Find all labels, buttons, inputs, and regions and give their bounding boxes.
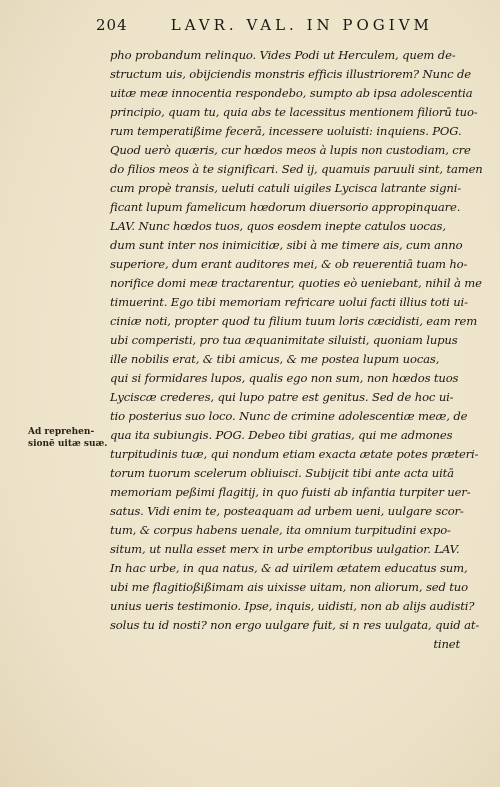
margin-note-line: sionē uitæ suæ. (28, 439, 108, 449)
text-line: superiore, dum erant auditores mei, & ob reuerentiā tuam ho- (110, 257, 468, 271)
text-line: uitæ meæ innocentia respondebo, sumpto ab ipsa adolescentia (110, 86, 473, 100)
text-line: turpitudinis tuæ, qui nondum etiam exacta ætate potes præteri- (110, 447, 479, 461)
text-line: principio, quam tu, quia abs te lacessitus mentionem filiorū tuo- (110, 105, 478, 119)
text-line: norifice domi meæ tractarentur, quoties eò ueniebant, nihil à me (110, 276, 482, 290)
text-line: In hac urbe, in qua natus, & ad uirilem ætatem educatus sum, (110, 561, 468, 575)
body-text (110, 46, 483, 654)
page-number: 204 (96, 16, 128, 34)
text-line: timuerint. Ego tibi memoriam refricare uolui facti illius toti ui- (110, 295, 468, 309)
text-line: LAV. Nunc hœdos tuos, quos eosdem inepte catulos uocas, (110, 219, 446, 233)
text-line: memoriam peßimi flagitij, in quo fuisti ab infantia turpiter uer- (110, 485, 471, 499)
text-line: Quod uerò quæris, cur hœdos meos à lupis non custodiam, cre (110, 143, 471, 157)
text-line: qui si formidares lupos, qualis ego non sum, non hœdos tuos (110, 371, 459, 385)
text-line: ficant lupum famelicum hœdorum diuersorio appropinquare. (110, 200, 461, 214)
catchword: tinet (433, 637, 460, 651)
text-line: ciniæ noti, propter quod tu filium tuum loris cæcidisti, eam rem (110, 314, 478, 328)
text-line: Lyciscæ crederes, qui lupo patre est genitus. Sed de hoc ui- (110, 390, 454, 404)
text-line: dum sunt inter nos inimicitiæ, sibi à me timere ais, cum anno (110, 238, 463, 252)
text-line: solus tu id nosti? non ergo uulgare fuit, si n res uulgata, quid at- (110, 618, 480, 632)
text-line: ille nobilis erat, & tibi amicus, & me postea lupum uocas, (110, 352, 440, 366)
text-line: ubi comperisti, pro tua æquanimitate siluisti, quoniam lupus (110, 333, 458, 347)
text-line: rum temperatißime fecerā, incessere uoluisti: inquiens. POG. (110, 124, 462, 138)
margin-note-line: Ad reprehen- (28, 427, 95, 437)
page-header (96, 16, 464, 34)
margin-note (28, 426, 106, 450)
text-line: satus. Vidi enim te, posteaquam ad urbem ueni, uulgare scor- (110, 504, 464, 518)
text-line: situm, ut nulla esset merx in urbe emptoribus uulgatior. LAV. (110, 542, 460, 556)
text-line: torum tuorum scelerum obliuisci. Subijcit tibi ante acta uitā (110, 466, 454, 480)
running-head: LAVR. VAL. IN POGIVM (170, 16, 433, 34)
text-line: structum uis, obijciendis monstris efficis illustriorem? Nunc de (110, 67, 471, 81)
text-line: tum, & corpus habens uenale, ita omnium turpitudini expo- (110, 523, 451, 537)
text-line: qua ita subiungis. POG. Debeo tibi gratias, qui me admones (110, 428, 453, 442)
text-line: unius ueris testimonio. Ipse, inquis, uidisti, non ab alijs audisti? (110, 599, 475, 613)
text-line: pho probandum relinquo. Vides Podi ut Herculem, quem de- (110, 48, 456, 62)
text-line: do filios meos à te significari. Sed ij, quamuis paruuli sint, tamen (110, 162, 483, 176)
text-line: ubi me flagitioßißimam ais uixisse uitam, non aliorum, sed tuo (110, 580, 468, 594)
text-line: cum propè transis, ueluti catuli uigiles Lycisca latrante signi- (110, 181, 462, 195)
text-line: tio posterius suo loco. Nunc de crimine adolescentiæ meæ, de (110, 409, 468, 423)
